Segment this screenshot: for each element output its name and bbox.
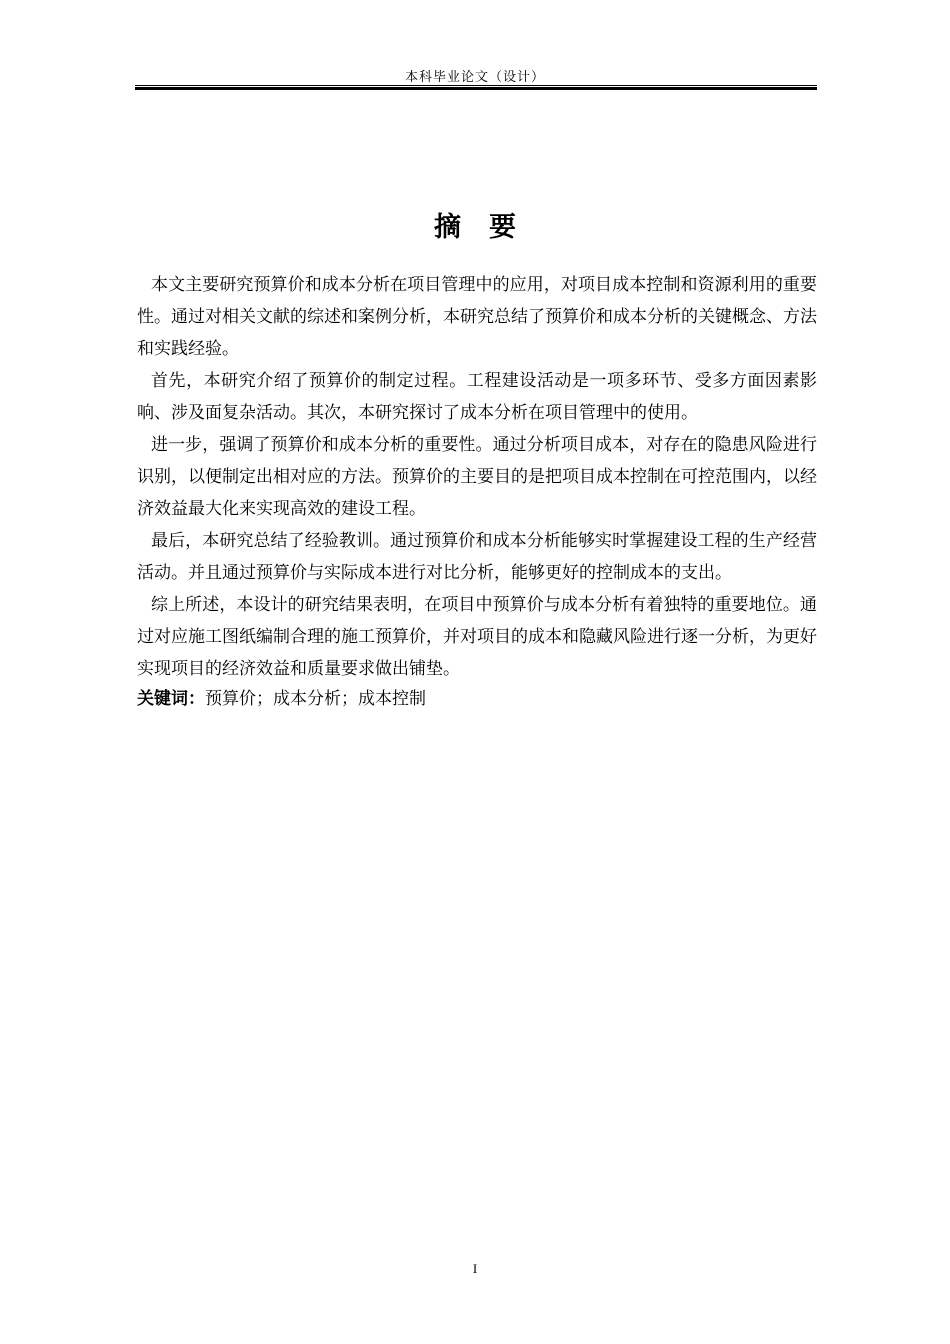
abstract-paragraph-2: 首先，本研究介绍了预算价的制定过程。工程建设活动是一项多环节、受多方面因素影响、涉及面复杂活动。其次，本研究探讨了成本分析在项目管理中的使用。 xyxy=(137,371,817,423)
page-number: I xyxy=(472,1261,478,1276)
abstract-paragraph-5: 综上所述，本设计的研究结果表明，在项目中预算价与成本分析有着独特的重要地位。通过对应施工图纸编制合理的施工预算价，并对项目的成本和隐藏风险进行逐一分析，为更好实现项目的经济效益和质量要求做出铺垫。 xyxy=(137,595,817,679)
abstract-paragraph-3: 进一步，强调了预算价和成本分析的重要性。通过分析项目成本，对存在的隐患风险进行识别，以便制定出相对应的方法。预算价的主要目的是把项目成本控制在可控范围内，以经济效益最大化来实现高效的建设工程。 xyxy=(137,435,817,519)
abstract-body xyxy=(137,269,817,713)
keywords-value: 预算价；成本分析；成本控制 xyxy=(205,689,426,709)
abstract-paragraph-4: 最后，本研究总结了经验教训。通过预算价和成本分析能够实时掌握建设工程的生产经营活动。并且通过预算价与实际成本进行对比分析，能够更好的控制成本的支出。 xyxy=(137,531,817,583)
keywords-label: 关键词： xyxy=(137,689,205,709)
keywords-line xyxy=(137,685,817,713)
header-rule-thin xyxy=(135,85,817,86)
running-header: 本科毕业论文（设计） xyxy=(404,70,545,85)
header-rule-thick xyxy=(135,87,817,90)
abstract-paragraph-1: 本文主要研究预算价和成本分析在项目管理中的应用，对项目成本控制和资源利用的重要性。通过对相关文献的综述和案例分析，本研究总结了预算价和成本分析的关键概念、方法和实践经验。 xyxy=(137,275,817,359)
abstract-title: 摘要 xyxy=(434,212,544,243)
